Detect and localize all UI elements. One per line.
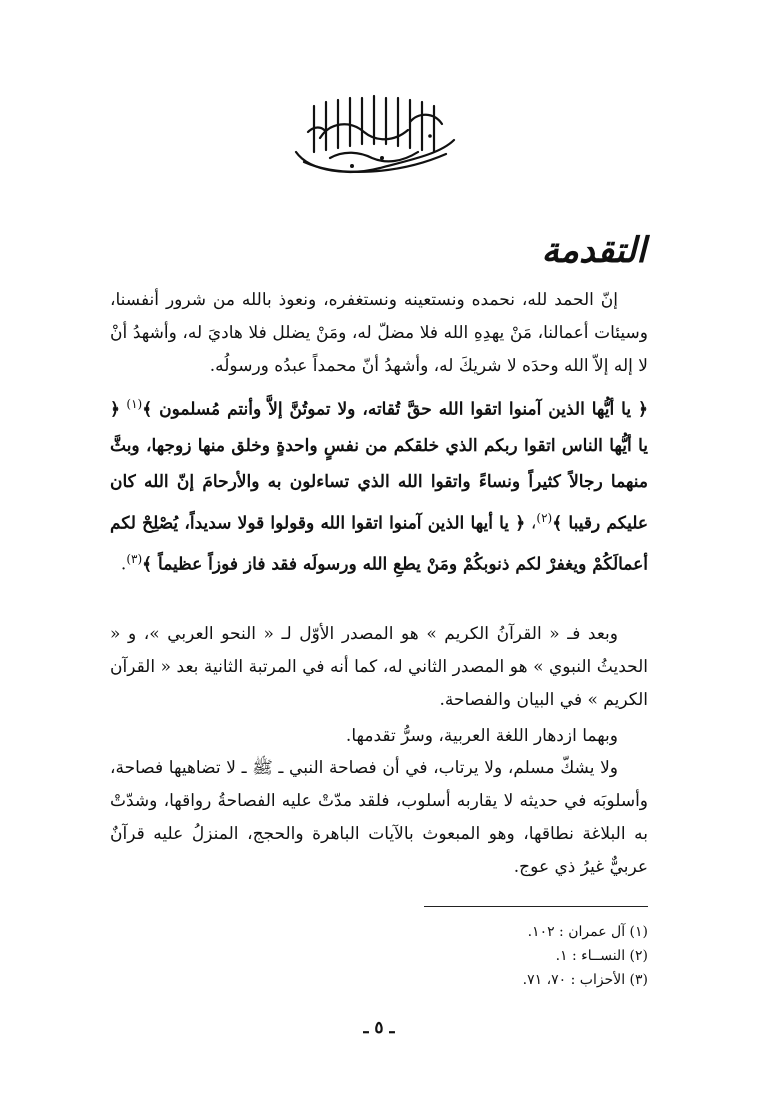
- page-number: ـ ٥ ـ: [363, 1018, 395, 1038]
- quran-verses-block: [110, 386, 648, 583]
- verse-end-dot: .: [120, 554, 127, 575]
- footnote-item: (٣) الأحزاب : ٧٠، ٧١.: [522, 972, 648, 988]
- footnote-divider: [424, 906, 648, 907]
- basmala-calligraphy: [290, 92, 460, 178]
- footnote-ref-1: (١): [126, 397, 143, 411]
- section-title: التقدمة: [541, 231, 646, 271]
- footnote-item: (٢) النســاء : ١.: [555, 948, 648, 964]
- verse-separator: ،: [525, 513, 537, 534]
- footnote-ref-2: (٢): [536, 510, 553, 525]
- prophet-eloquence-paragraph: ولا يشكّ مسلم، ولا يرتاب، في أن فصاحة النبي ـ ﷺ ـ لا تضاهيها فصاحة، وأسلوبَه في حديثه لا يقاربه أسلوب، فلقد مدّتْ عليه الفصاحةُ رواقها، وشدّتْ به البلاغة نطاقها، وهو المبعوث بالآيات الباهرة والحجج، المنزلُ عليه قرآنٌ عربيٌّ غيرُ ذي عوج.: [110, 758, 648, 877]
- footnotes-list: [523, 920, 648, 992]
- footnote-item: (١) آل عمران : ١٠٢.: [527, 924, 648, 940]
- opening-paragraph: إنّ الحمد لله، نحمده ونستعينه ونستغفره، ونعوذ بالله من شرور أنفسنا، وسيئات أعمالنا، مَنْ يهدِهِ الله فلا مضلّ له، ومَنْ يضلل فلا هاديَ له، وأشهدُ أنْ لا إله إلاّ الله وحدَه لا شريكَ له، وأشهدُ أنّ محمداً عبدُه ورسولُه.: [110, 290, 648, 376]
- verse-an-nisa: ﴿ يا أيُّها الناس اتقوا ربكم الذي خلقكم من نفسٍ واحدةٍ وخلق منها زوجها، وبثَّ منهما رجالاً كثيراً ونساءً واتقوا الله الذي تساءلون به والأرحامَ إنّ الله كان عليكم رقيبا ﴾: [110, 399, 648, 534]
- language-paragraph: وبهما ازدهار اللغة العربية، وسرُّ تقدمها.: [345, 726, 618, 746]
- quran-hadith-paragraph: وبعد فـ « القرآنُ الكريم » هو المصدر الأوّل لـ « النحو العربي »، و « الحديثُ النبوي » هو المصدر الثاني له، كما أنه في المرتبة الثانية بعد « القرآن الكريم » في البيان والفصاحة.: [110, 624, 648, 710]
- verse-al-imran: ﴿ يا أيُّها الذين آمنوا اتقوا الله حقَّ تُقاته، ولا تموتُنَّ إلاَّ وأنتم مُسلمون ﴾: [142, 399, 648, 420]
- footnote-ref-3: (٣): [126, 552, 143, 567]
- verse-al-ahzab: ﴿ يا أيها الذين آمنوا اتقوا الله وقولوا قولا سديداً، يُصْلِحْ لكم أعمالَكُمْ ويغفرْ لكم ذنوبكُمْ ومَنْ يطعِ الله ورسولَه فقد فاز فوزاً عظيماً ﴾: [110, 513, 648, 575]
